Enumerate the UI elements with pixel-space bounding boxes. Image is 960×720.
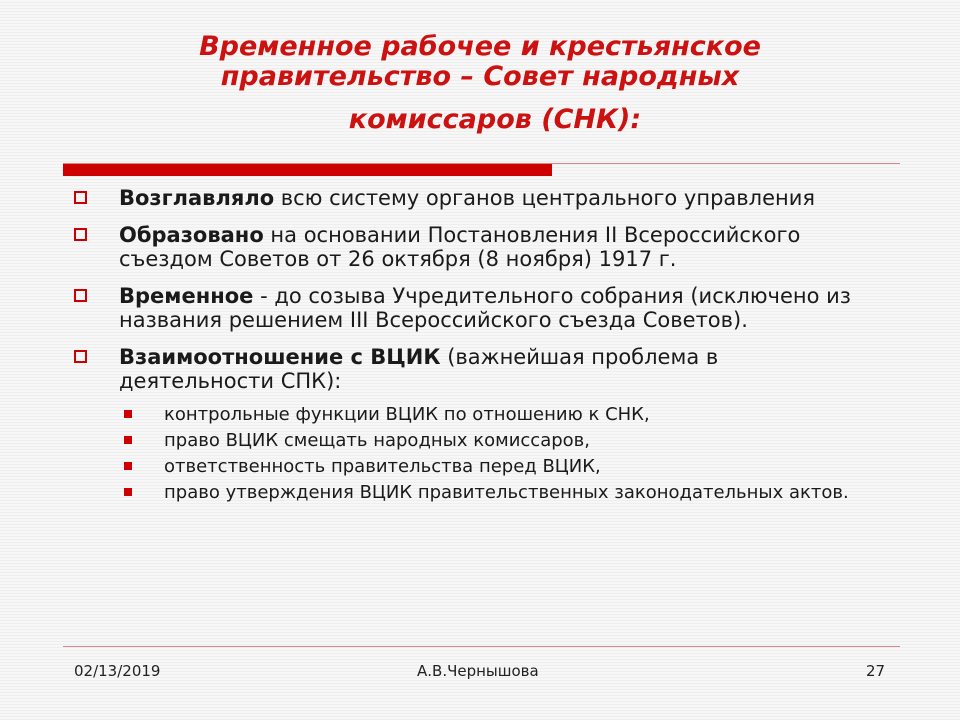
hollow-square-bullet-icon bbox=[74, 289, 87, 302]
bullet-text: (важнейшая проблема в деятельности СПК): bbox=[119, 345, 719, 393]
filled-square-bullet-icon bbox=[124, 410, 132, 418]
slide-title-line-2: правительство – Совет народных bbox=[220, 61, 740, 92]
bullet-bold-text: Возглавляло bbox=[119, 186, 275, 210]
filled-square-bullet-icon bbox=[124, 436, 132, 444]
sub-bullet-item bbox=[119, 429, 874, 453]
hollow-square-bullet-icon bbox=[74, 228, 87, 241]
sub-bullet-text: право утверждения ВЦИК правительственных законодательных актов. bbox=[164, 482, 849, 503]
sub-bullet-text: контрольные функции ВЦИК по отношению к СНК, bbox=[164, 404, 650, 425]
footer-author: А.В.Чернышова bbox=[417, 662, 539, 680]
bullet-item bbox=[74, 223, 874, 271]
footer-divider bbox=[63, 646, 900, 647]
bullet-item bbox=[74, 186, 874, 210]
bullet-item bbox=[74, 345, 874, 505]
filled-square-bullet-icon bbox=[124, 462, 132, 470]
hollow-square-bullet-icon bbox=[74, 350, 87, 363]
bullet-text: всю систему органов центрального управления bbox=[274, 186, 816, 210]
sub-bullet-list bbox=[119, 403, 874, 505]
bullet-list bbox=[74, 186, 874, 518]
footer-page-number: 27 bbox=[866, 662, 886, 680]
bullet-text: на основании Постановления II Всероссийского съездом Советов от 26 октября (8 ноября) 1917 г. bbox=[119, 223, 801, 271]
sub-bullet-item bbox=[119, 455, 874, 479]
sub-bullet-text: право ВЦИК смещать народных комиссаров, bbox=[164, 430, 590, 451]
bullet-item bbox=[74, 284, 874, 332]
filled-square-bullet-icon bbox=[124, 488, 132, 496]
slide-title-line-3: комиссаров (СНК): bbox=[348, 104, 642, 135]
bullet-bold-text: Временное bbox=[119, 284, 254, 308]
slide-title-line-1: Временное рабочее и крестьянское bbox=[199, 31, 761, 62]
sub-bullet-item bbox=[119, 403, 874, 427]
hollow-square-bullet-icon bbox=[74, 191, 87, 204]
sub-bullet-text: ответственность правительства перед ВЦИК, bbox=[164, 456, 601, 477]
bullet-text: - до созыва Учредительного собрания (исключено из названия решением III Всероссийского съезда Советов). bbox=[119, 284, 851, 332]
bullet-bold-text: Образовано bbox=[119, 223, 264, 247]
title-divider-thick bbox=[63, 164, 552, 176]
footer-date: 02/13/2019 bbox=[74, 662, 161, 680]
bullet-bold-text: Взаимоотношение с ВЦИК bbox=[119, 345, 441, 369]
sub-bullet-item bbox=[119, 481, 874, 505]
